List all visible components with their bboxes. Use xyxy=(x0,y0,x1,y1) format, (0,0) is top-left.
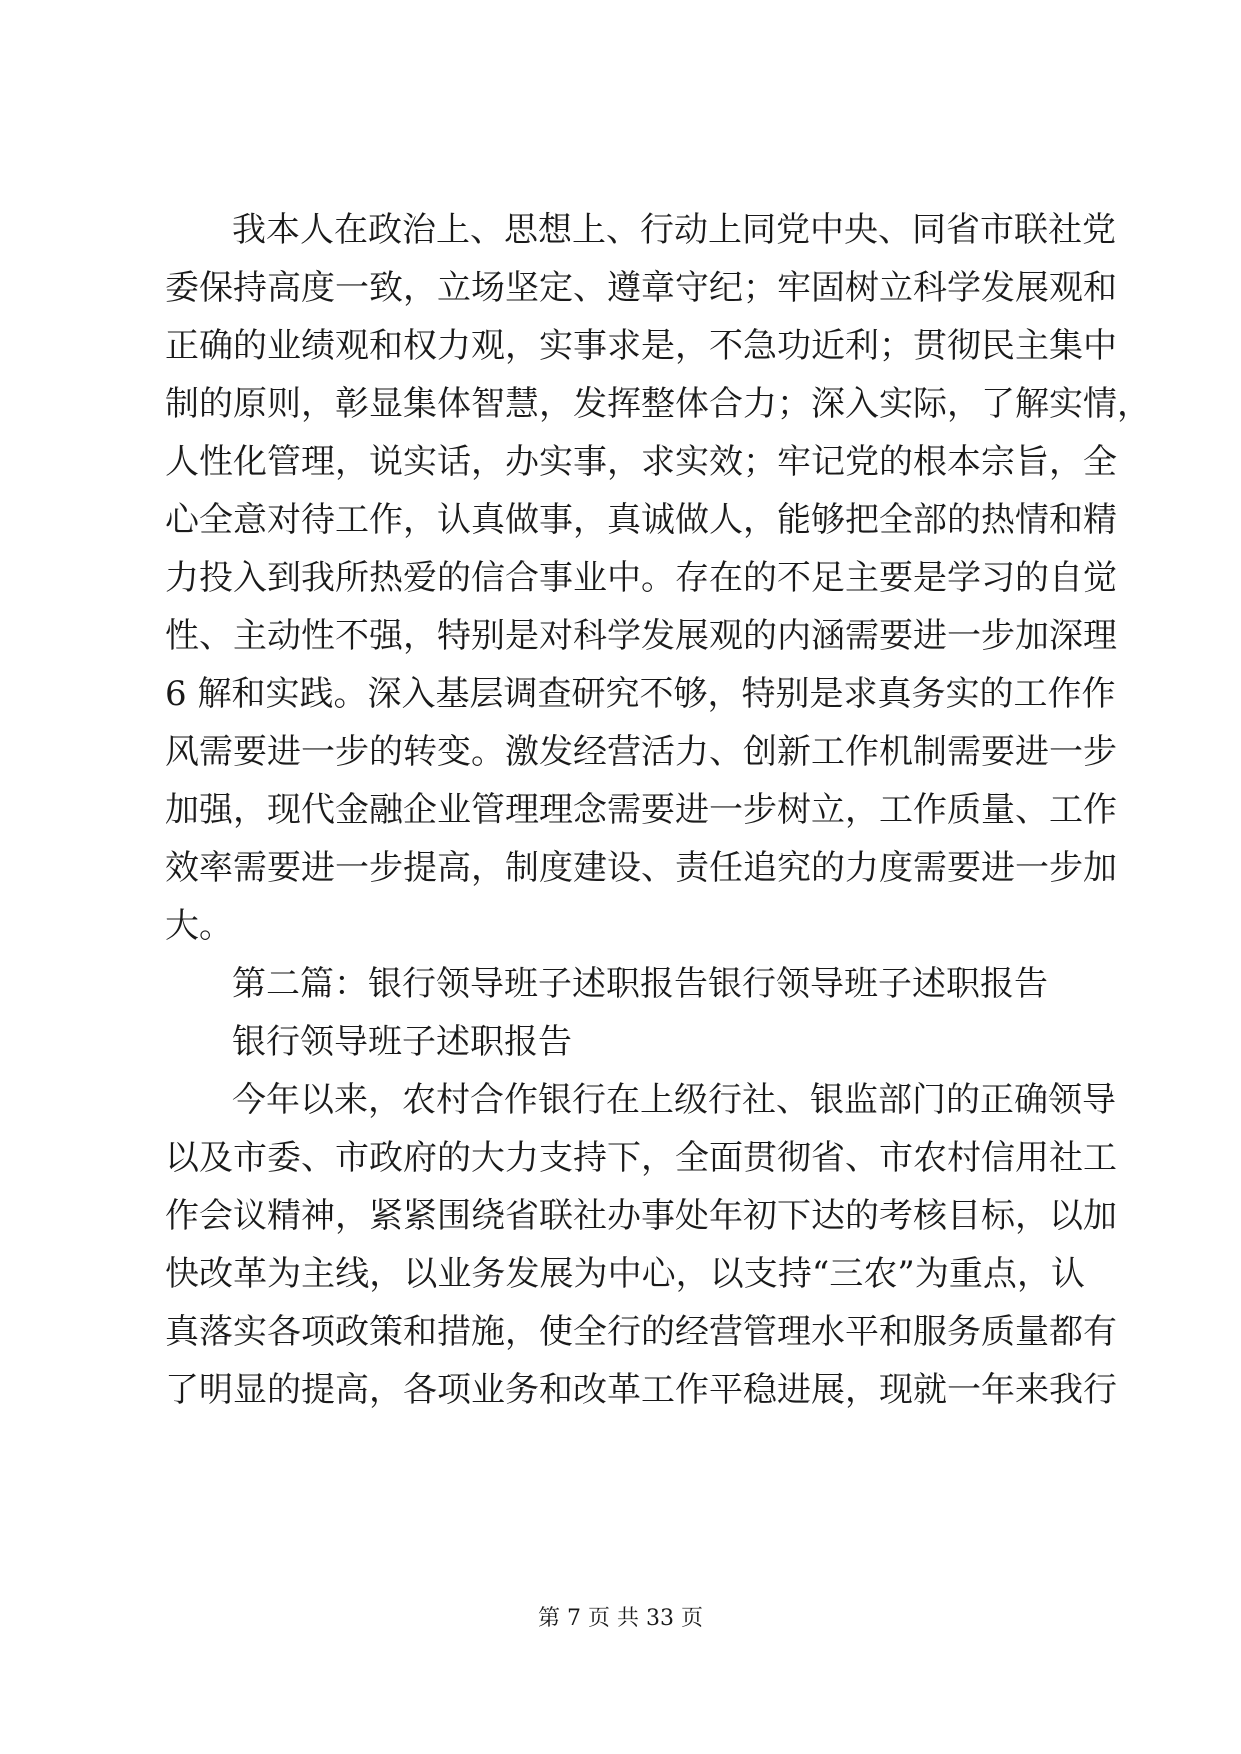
paragraph2-line: 今年以来，农村合作银行在上级行社、银监部门的正确领导 xyxy=(232,1080,1116,1120)
paragraph2-line: 了明显的提高，各项业务和改革工作平稳进展，现就一年来我行 xyxy=(165,1370,1117,1410)
paragraph1-line: 6 解和实践。深入基层调查研究不够，特别是求真务实的工作作 xyxy=(165,674,1116,714)
paragraph2-line: 以及市委、市政府的大力支持下，全面贯彻省、市农村信用社工 xyxy=(165,1138,1117,1178)
paragraph1-line: 力投入到我所热爱的信合事业中。存在的不足主要是学习的自觉 xyxy=(165,558,1117,598)
paragraph1-line: 制的原则，彰显集体智慧，发挥整体合力；深入实际，了解实情， xyxy=(165,384,1151,424)
paragraph1-line: 我本人在政治上、思想上、行动上同党中央、同省市联社党 xyxy=(232,210,1116,250)
paragraph1-line: 人性化管理，说实话，办实事，求实效；牢记党的根本宗旨，全 xyxy=(165,442,1117,482)
paragraph1-line: 加强，现代金融企业管理理念需要进一步树立，工作质量、工作 xyxy=(165,790,1117,830)
paragraph1-line: 性、主动性不强，特别是对科学发展观的内涵需要进一步加深理 xyxy=(165,616,1117,656)
paragraph2-line: 真落实各项政策和措施，使全行的经营管理水平和服务质量都有 xyxy=(165,1312,1117,1352)
paragraph1-line: 心全意对待工作，认真做事，真诚做人，能够把全部的热情和精 xyxy=(165,500,1117,540)
paragraph1-line: 风需要进一步的转变。激发经营活力、创新工作机制需要进一步 xyxy=(165,732,1117,772)
page-number: 第 7 页 共 33 页 xyxy=(538,1606,703,1631)
report-title: 银行领导班子述职报告 xyxy=(232,1022,572,1062)
paragraph1-line: 大。 xyxy=(165,906,233,946)
section-heading: 第二篇：银行领导班子述职报告银行领导班子述职报告 xyxy=(232,964,1048,1004)
paragraph1-line: 委保持高度一致，立场坚定、遵章守纪；牢固树立科学发展观和 xyxy=(165,268,1117,308)
paragraph1-line: 正确的业绩观和权力观，实事求是，不急功近利；贯彻民主集中 xyxy=(165,326,1117,366)
paragraph2-line: 快改革为主线，以业务发展为中心，以支持“三农”为重点，认 xyxy=(165,1254,1085,1294)
paragraph2-line: 作会议精神，紧紧围绕省联社办事处年初下达的考核目标，以加 xyxy=(165,1196,1117,1236)
paragraph1-line: 效率需要进一步提高，制度建设、责任追究的力度需要进一步加 xyxy=(165,848,1117,888)
